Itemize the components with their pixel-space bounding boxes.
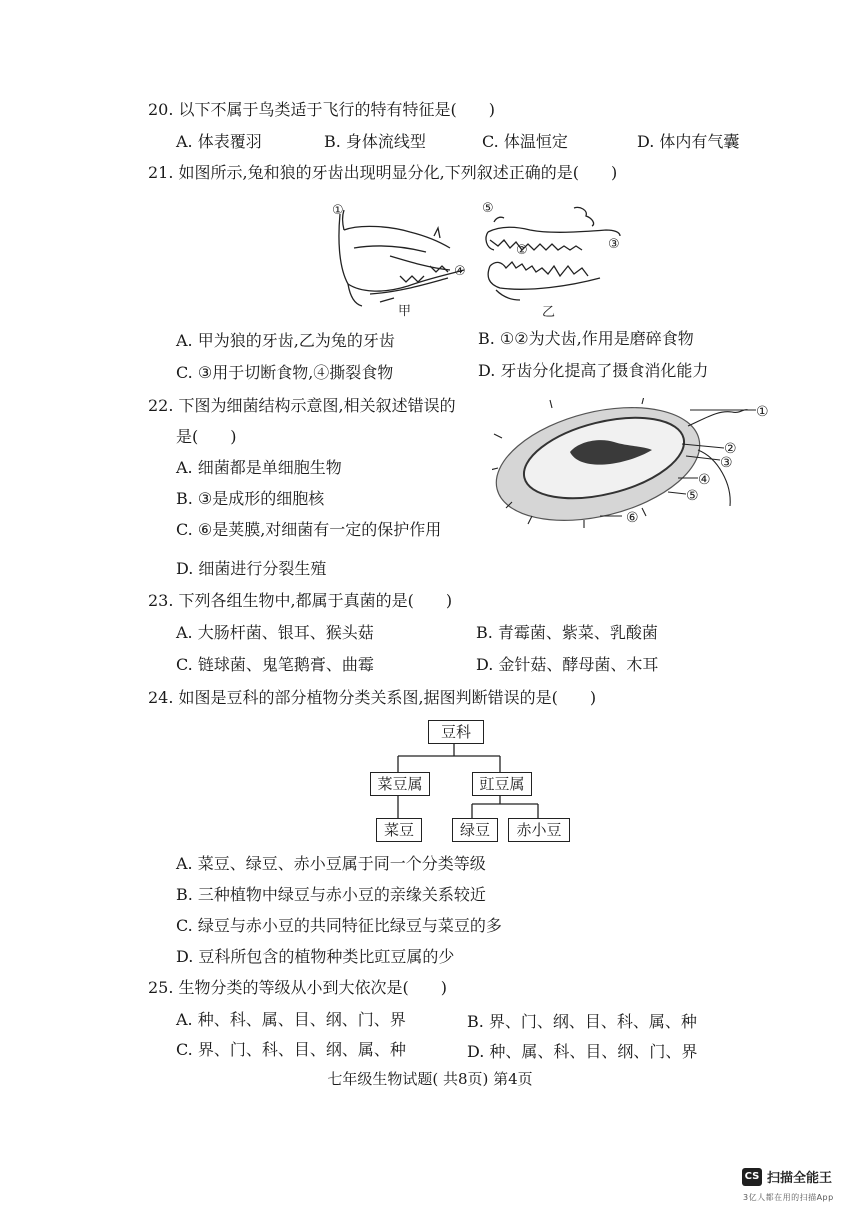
q21-option-b: B. ①②为犬齿,作用是磨碎食物: [478, 329, 694, 348]
teeth-figure: [330, 196, 630, 326]
bacteria-label-6: ⑥: [626, 510, 639, 526]
q22-option-d: D. 细菌进行分裂生殖: [176, 559, 327, 578]
q25-option-d: D. 种、属、科、目、纲、门、界: [467, 1042, 698, 1061]
q22-option-a: A. 细菌都是单细胞生物: [176, 458, 342, 477]
question-22-stem-line2: 是( ): [176, 427, 237, 446]
bacteria-label-1: ①: [756, 404, 769, 420]
q23-option-d: D. 金针菇、酵母菌、木耳: [476, 655, 659, 674]
camscanner-logo: CS: [742, 1168, 762, 1186]
q22-option-c: C. ⑥是荚膜,对细菌有一定的保护作用: [176, 520, 442, 539]
teeth-label-3: ③: [608, 237, 620, 252]
tree-node-genus-vigna: 豇豆属: [472, 772, 532, 796]
bacteria-label-2: ②: [724, 441, 737, 457]
q24-option-c: C. 绿豆与赤小豆的共同特征比绿豆与菜豆的多: [176, 916, 502, 935]
q25-option-c: C. 界、门、科、目、纲、属、种: [176, 1040, 406, 1059]
q24-option-a: A. 菜豆、绿豆、赤小豆属于同一个分类等级: [176, 854, 486, 873]
q20-option-d: D. 体内有气囊: [637, 132, 740, 151]
teeth-label-5: ⑤: [482, 201, 494, 216]
q24-option-b: B. 三种植物中绿豆与赤小豆的亲缘关系较近: [176, 885, 486, 904]
tree-node-genus-phaseolus: 菜豆属: [370, 772, 430, 796]
q20-option-a: A. 体表覆羽: [176, 132, 262, 151]
teeth-caption-yi: 乙: [542, 305, 556, 320]
question-21-stem: 21. 如图所示,兔和狼的牙齿出现明显分化,下列叙述正确的是( ): [148, 163, 618, 182]
teeth-label-1: ①: [332, 203, 344, 218]
teeth-drawing: [330, 196, 630, 326]
q21-option-a: A. 甲为狼的牙齿,乙为兔的牙齿: [176, 331, 395, 350]
bacteria-figure: [492, 398, 792, 538]
question-23-stem: 23. 下列各组生物中,都属于真菌的是( ): [148, 591, 453, 610]
q20-option-c: C. 体温恒定: [482, 132, 568, 151]
q23-option-c: C. 链球菌、鬼笔鹅膏、曲霉: [176, 655, 374, 674]
question-24-stem: 24. 如图是豆科的部分植物分类关系图,据图判断错误的是( ): [148, 688, 597, 707]
q24-option-d: D. 豆科所包含的植物种类比豇豆属的少: [176, 947, 455, 966]
teeth-label-2: ②: [516, 243, 528, 258]
tree-leaf-mung-bean: 绿豆: [452, 818, 498, 842]
q20-option-b: B. 身体流线型: [324, 132, 426, 151]
question-20-stem: 20. 以下不属于鸟类适于飞行的特有特征是( ): [148, 100, 496, 119]
teeth-caption-jia: 甲: [398, 304, 412, 319]
page-footer: 七年级生物试题( 共8页) 第4页: [327, 1070, 533, 1088]
bacteria-drawing: [492, 398, 792, 538]
q25-option-a: A. 种、科、属、目、纲、门、界: [176, 1010, 406, 1029]
camscanner-tagline: 3亿人都在用的扫描App: [743, 1193, 834, 1202]
question-25-stem: 25. 生物分类的等级从小到大依次是( ): [148, 978, 448, 997]
tree-leaf-adzuki-bean: 赤小豆: [508, 818, 570, 842]
bacteria-label-5: ⑤: [686, 488, 699, 504]
camscanner-name: 扫描全能王: [767, 1171, 833, 1186]
q21-option-c: C. ③用于切断食物,④撕裂食物: [176, 363, 394, 382]
q23-option-a: A. 大肠杆菌、银耳、猴头菇: [176, 623, 374, 642]
q25-option-b: B. 界、门、纲、目、科、属、种: [467, 1012, 697, 1031]
bacteria-label-4: ④: [698, 472, 711, 488]
q21-option-d: D. 牙齿分化提高了摄食消化能力: [478, 361, 709, 380]
classification-tree: [360, 718, 580, 844]
tree-leaf-common-bean: 菜豆: [376, 818, 422, 842]
bacteria-label-3: ③: [720, 455, 733, 471]
q23-option-b: B. 青霉菌、紫菜、乳酸菌: [476, 623, 658, 642]
tree-node-family: 豆科: [428, 720, 484, 744]
teeth-label-4: ④: [454, 264, 466, 279]
q22-option-b: B. ③是成形的细胞核: [176, 489, 325, 508]
question-22-stem-line1: 22. 下图为细菌结构示意图,相关叙述错误的: [148, 396, 456, 415]
